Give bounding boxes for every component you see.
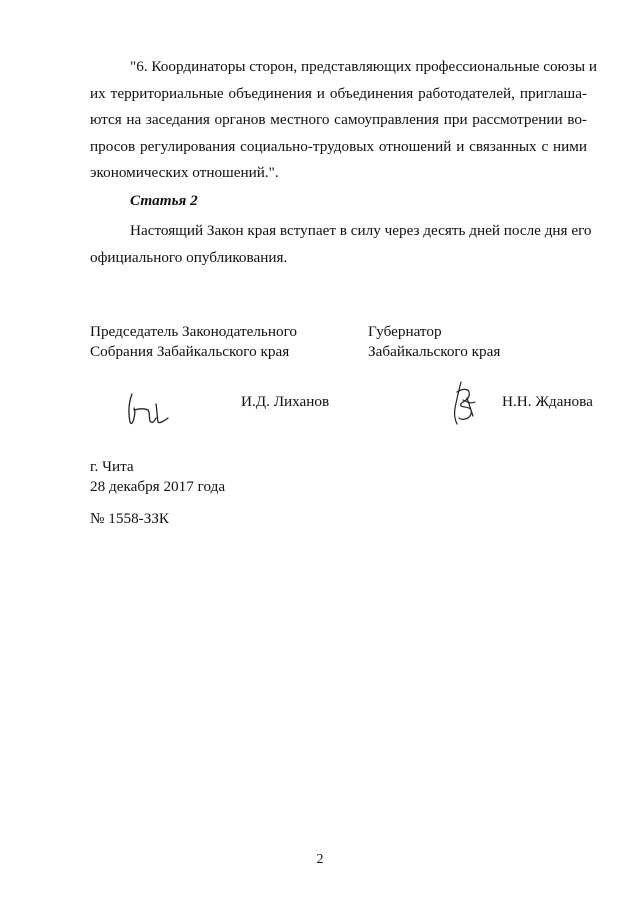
chairman-title-line-2: Собрания Забайкальского края [90,343,290,360]
governor-name: Н.Н. Жданова [502,393,593,410]
chairman-title [90,322,297,362]
governor-title [368,322,500,362]
governor-title-line-2: Забайкальского края [368,343,501,360]
city: г. Чита [90,458,134,475]
article-2-text [90,218,592,271]
chairman-title-line-1: Председатель Законодательного [90,323,298,340]
chairman-name: И.Д. Лиханов [241,393,330,410]
date: 28 декабря 2017 года [90,478,226,495]
page-number: 2 [316,852,324,867]
governor-title-line-1: Губернатор [368,323,442,340]
chairman-signature-icon [122,388,174,430]
paragraph-6-line-3: ются на заседания органов местного самоуправления при рассмотрении во- [90,111,587,128]
paragraph-6 [90,54,598,187]
paragraph-6-line-4: просов регулирования социально-трудовых отношений и связанных с ними [90,137,587,155]
article-2-line-1: Настоящий Закон края вступает в силу через десять дней после дня его [130,222,592,239]
law-number: № 1558-ЗЗК [90,510,170,527]
paragraph-6-line-5: экономических отношений.". [90,164,279,181]
article-2-heading: Статья 2 [130,192,198,209]
governor-signature-icon [449,378,481,428]
paragraph-6-line-1: "6. Координаторы сторон, представляющих профессиональные союзы и [130,58,598,75]
article-2-line-2: официального опубликования. [90,248,288,266]
place-and-date [90,457,225,497]
paragraph-6-line-2: их территориальные объединения и объединения работодателей, приглаша- [90,84,587,102]
